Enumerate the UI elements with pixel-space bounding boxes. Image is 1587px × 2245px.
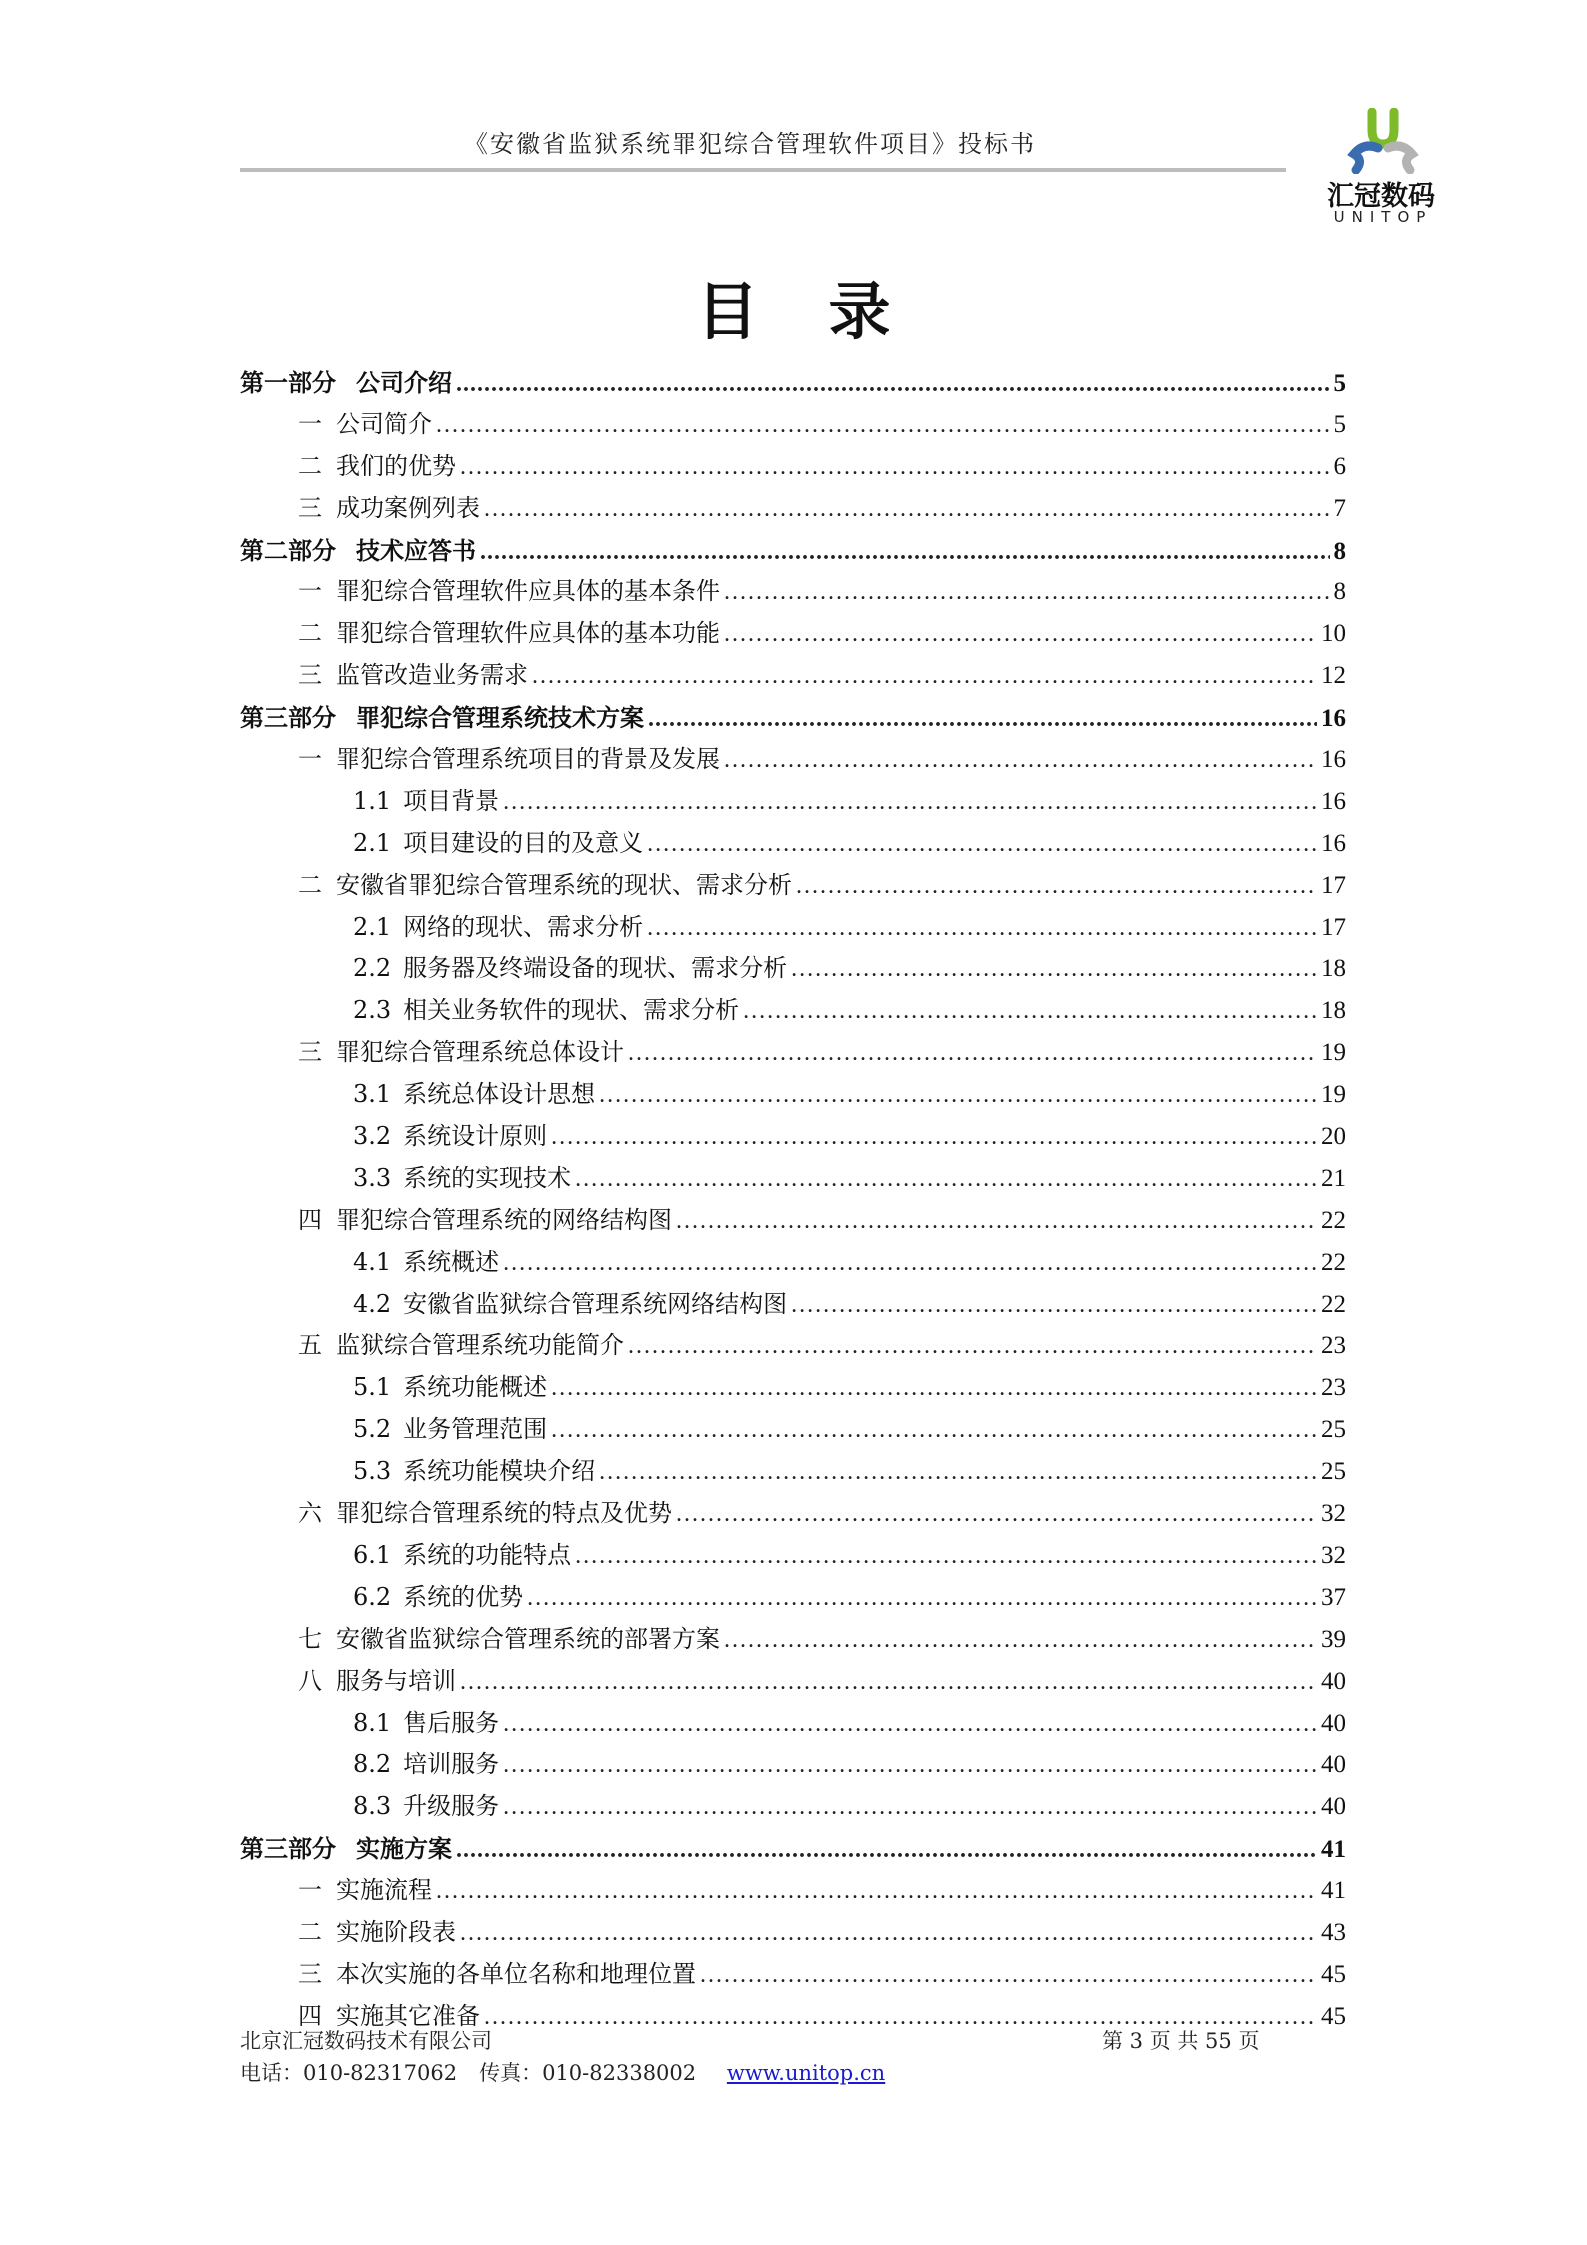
toc-section-entry[interactable] [240, 1367, 1346, 1409]
toc-page-number: 32 [1321, 1541, 1346, 1569]
toc-page-number: 5 [1333, 370, 1346, 397]
toc-page-number: 16 [1321, 787, 1346, 815]
toc-leader-dots [724, 614, 1317, 656]
toc-entry-title: 相关业务软件的现状、需求分析 [403, 996, 740, 1025]
toc-page-number: 19 [1321, 1039, 1346, 1067]
toc-entry-title: 罪犯综合管理系统项目的背景及发展 [336, 745, 720, 774]
toc-part-entry[interactable] [240, 1828, 1346, 1870]
toc-chapter-entry[interactable] [240, 571, 1346, 613]
toc-leader-dots [724, 572, 1330, 614]
toc-leader-dots [628, 1326, 1317, 1368]
toc-entry-title: 罪犯综合管理系统的网络结构图 [336, 1205, 672, 1234]
toc-entry-title: 本次实施的各单位名称和地理位置 [336, 1959, 696, 1988]
footer-company: 北京汇冠数码技术有限公司 [240, 2029, 492, 2053]
toc-leader-dots [551, 1117, 1317, 1159]
toc-entry-title: 系统的实现技术 [403, 1163, 572, 1192]
toc-page-number: 25 [1321, 1458, 1346, 1486]
toc-entry-number: 3.2 [353, 1122, 392, 1151]
toc-section-entry[interactable] [240, 781, 1346, 823]
toc-page-number: 39 [1321, 1625, 1346, 1653]
toc-entry-number: 二 [298, 870, 322, 899]
toc-entry-title: 业务管理范围 [403, 1415, 548, 1444]
toc-entry-number: 4.1 [353, 1247, 392, 1276]
toc-section-entry[interactable] [240, 1744, 1346, 1786]
toc-leader-dots [647, 908, 1317, 950]
toc-chapter-entry[interactable] [240, 1032, 1346, 1074]
toc-entry-number: 二 [298, 1917, 322, 1946]
toc-leader-dots [599, 1075, 1317, 1117]
logo-chinese-name: 汇冠数码 [1327, 181, 1435, 212]
toc-chapter-entry[interactable] [240, 865, 1346, 907]
toc-entry-number: 三 [298, 1959, 322, 1988]
toc-leader-dots [791, 949, 1317, 991]
toc-leader-dots [575, 1536, 1317, 1578]
toc-section-entry[interactable] [240, 1786, 1346, 1828]
toc-page-number: 37 [1321, 1583, 1346, 1611]
toc-page-number: 8 [1333, 578, 1346, 606]
toc-leader-dots [436, 1871, 1317, 1913]
toc-entry-title: 安徽省监狱综合管理系统网络结构图 [403, 1289, 788, 1318]
toc-entry-number: 一 [298, 409, 322, 438]
toc-entry-number: 3.1 [353, 1080, 392, 1109]
toc-entry-number: 第二部分 [240, 535, 336, 565]
toc-page-number: 8 [1333, 537, 1346, 565]
toc-leader-dots [724, 1620, 1317, 1662]
toc-leader-dots [648, 699, 1317, 741]
page-title: 目录 [696, 275, 961, 348]
toc-page-number: 23 [1321, 1332, 1346, 1360]
footer-phone: 电话：010-82317062 [240, 2061, 458, 2085]
toc-leader-dots [456, 1830, 1317, 1872]
toc-page-number: 16 [1321, 705, 1346, 733]
toc-entry-title: 实施阶段表 [336, 1917, 456, 1946]
toc-section-entry[interactable] [240, 948, 1346, 990]
toc-entry-title: 公司介绍 [356, 368, 452, 397]
toc-leader-dots [676, 1201, 1317, 1243]
toc-chapter-entry[interactable] [240, 739, 1346, 781]
toc-leader-dots [551, 1410, 1317, 1452]
toc-chapter-entry[interactable] [240, 1200, 1346, 1242]
toc-page-number: 32 [1321, 1500, 1346, 1528]
toc-part-entry[interactable] [240, 530, 1346, 572]
toc-leader-dots [647, 824, 1317, 866]
toc-entry-title: 服务器及终端设备的现状、需求分析 [403, 954, 788, 983]
toc-entry-number: 三 [298, 661, 322, 690]
toc-entry-title: 实施其它准备 [336, 2001, 480, 2030]
toc-leader-dots [480, 532, 1330, 574]
toc-entry-number: 8.2 [353, 1750, 392, 1779]
toc-entry-number: 二 [298, 451, 322, 480]
toc-leader-dots [551, 1368, 1317, 1410]
toc-page-number: 7 [1333, 494, 1346, 522]
toc-page-number: 16 [1321, 746, 1346, 774]
toc-entry-number: 第三部分 [240, 703, 336, 733]
toc-entry-number: 2.3 [353, 996, 392, 1025]
toc-entry-title: 罪犯综合管理软件应具体的基本功能 [336, 619, 720, 648]
toc-leader-dots [700, 1955, 1317, 1997]
toc-page-number: 18 [1321, 997, 1346, 1025]
toc-section-entry[interactable] [240, 1703, 1346, 1745]
toc-leader-dots [527, 1578, 1317, 1620]
toc-entry-number: 五 [298, 1331, 322, 1360]
toc-chapter-entry[interactable] [240, 1870, 1346, 1912]
toc-leader-dots [503, 1704, 1317, 1746]
toc-entry-number: 2.1 [353, 912, 392, 941]
toc-chapter-entry[interactable] [240, 655, 1346, 697]
toc-entry-number: 一 [298, 577, 322, 606]
toc-entry-number: 一 [298, 745, 322, 774]
toc-section-entry[interactable] [240, 1242, 1346, 1284]
toc-leader-dots [599, 1452, 1317, 1494]
toc-section-entry[interactable] [240, 823, 1346, 865]
toc-entry-title: 系统的优势 [403, 1582, 524, 1611]
toc-page-number: 45 [1321, 1960, 1346, 1988]
toc-chapter-entry[interactable] [240, 404, 1346, 446]
header-divider [240, 168, 1286, 172]
toc-leader-dots [676, 1494, 1317, 1536]
toc-entry-number: 第三部分 [240, 1834, 336, 1864]
toc-section-entry[interactable] [240, 1158, 1346, 1200]
toc-entry-title: 我们的优势 [336, 451, 456, 480]
toc-entry-title: 升级服务 [403, 1792, 500, 1821]
toc-entry-title: 公司简介 [336, 409, 432, 438]
toc-section-entry[interactable] [240, 1535, 1346, 1577]
toc-page-number: 17 [1321, 871, 1346, 899]
toc-leader-dots [503, 1243, 1317, 1285]
toc-leader-dots [575, 1159, 1317, 1201]
toc-part-entry[interactable] [240, 697, 1346, 739]
toc-leader-dots [460, 1662, 1317, 1704]
toc-entry-number: 八 [298, 1666, 322, 1695]
company-logo [1318, 108, 1448, 226]
toc-page-number: 22 [1321, 1206, 1346, 1234]
toc-chapter-entry[interactable] [240, 446, 1346, 488]
toc-section-entry[interactable] [240, 1116, 1346, 1158]
page-footer [240, 2025, 1390, 2089]
toc-page-number: 18 [1321, 955, 1346, 983]
toc-entry-number: 5.3 [353, 1457, 392, 1486]
toc-section-entry[interactable] [240, 1284, 1346, 1326]
toc-entry-number: 1.1 [353, 786, 392, 815]
toc-chapter-entry[interactable] [240, 1493, 1346, 1535]
logo-english-name: UNITOP [1333, 208, 1433, 226]
toc-section-entry[interactable] [240, 1451, 1346, 1493]
toc-entry-title: 安徽省监狱综合管理系统的部署方案 [336, 1624, 720, 1653]
toc-page-number: 25 [1321, 1416, 1346, 1444]
toc-part-entry[interactable] [240, 362, 1346, 404]
toc-entry-title: 安徽省罪犯综合管理系统的现状、需求分析 [336, 870, 792, 899]
toc-page-number: 10 [1321, 620, 1346, 648]
toc-entry-number: 6.2 [353, 1582, 392, 1611]
toc-entry-number: 2.1 [353, 828, 392, 857]
toc-page-number: 12 [1321, 662, 1346, 690]
toc-chapter-entry[interactable] [240, 1954, 1346, 1996]
toc-chapter-entry[interactable] [240, 613, 1346, 655]
toc-section-entry[interactable] [240, 1577, 1346, 1619]
toc-page-number: 40 [1321, 1793, 1346, 1821]
toc-entry-number: 二 [298, 619, 322, 648]
toc-page-number: 40 [1321, 1751, 1346, 1779]
toc-leader-dots [796, 866, 1317, 908]
toc-entry-title: 培训服务 [403, 1750, 500, 1779]
toc-section-entry[interactable] [240, 907, 1346, 949]
toc-section-entry[interactable] [240, 1409, 1346, 1451]
toc-entry-title: 罪犯综合管理系统的特点及优势 [336, 1499, 672, 1528]
toc-entry-title: 系统总体设计思想 [403, 1080, 596, 1109]
toc-leader-dots [503, 782, 1317, 824]
toc-entry-title: 系统的功能特点 [403, 1540, 572, 1569]
toc-entry-number: 一 [298, 1876, 322, 1905]
toc-entry-number: 第一部分 [240, 368, 336, 397]
toc-entry-number: 七 [298, 1624, 322, 1653]
footer-website-link[interactable]: www.unitop.cn [726, 2061, 886, 2085]
toc-chapter-entry[interactable] [240, 1619, 1346, 1661]
toc-entry-title: 成功案例列表 [336, 493, 480, 522]
toc-leader-dots [503, 1745, 1317, 1787]
toc-entry-title: 售后服务 [403, 1708, 500, 1737]
toc-entry-number: 5.1 [353, 1373, 392, 1402]
toc-entry-number: 四 [298, 1205, 322, 1234]
toc-entry-title: 罪犯综合管理系统总体设计 [336, 1038, 624, 1067]
toc-entry-number: 4.2 [353, 1289, 392, 1318]
document-header-title: 《安徽省监狱系统罪犯综合管理软件项目》投标书 [464, 130, 1036, 158]
toc-section-entry[interactable] [240, 1074, 1346, 1116]
footer-fax: 传真：010-82338002 [479, 2061, 697, 2085]
toc-leader-dots [503, 1787, 1317, 1829]
toc-entry-title: 罪犯综合管理系统技术方案 [356, 703, 644, 733]
toc-entry-title: 实施流程 [336, 1876, 432, 1905]
toc-entry-number: 四 [298, 2001, 322, 2030]
toc-leader-dots [460, 447, 1330, 489]
toc-entry-title: 技术应答书 [356, 535, 476, 565]
toc-page-number: 6 [1333, 452, 1346, 480]
toc-page-number: 22 [1321, 1248, 1346, 1276]
toc-page-number: 41 [1321, 1836, 1346, 1864]
toc-leader-dots [791, 1285, 1317, 1327]
toc-entry-title: 服务与培训 [336, 1666, 456, 1695]
toc-section-entry[interactable] [240, 990, 1346, 1032]
toc-page-number: 43 [1321, 1918, 1346, 1946]
toc-chapter-entry[interactable] [240, 1325, 1346, 1367]
toc-page-number: 23 [1321, 1374, 1346, 1402]
toc-chapter-entry[interactable] [240, 1912, 1346, 1954]
toc-entry-number: 六 [298, 1499, 322, 1528]
toc-entry-title: 网络的现状、需求分析 [403, 912, 644, 941]
toc-chapter-entry[interactable] [240, 488, 1346, 530]
toc-chapter-entry[interactable] [240, 1661, 1346, 1703]
toc-page-number: 40 [1321, 1709, 1346, 1737]
toc-leader-dots [456, 364, 1330, 406]
toc-leader-dots [436, 405, 1330, 447]
toc-entry-number: 3.3 [353, 1163, 392, 1192]
toc-entry-title: 实施方案 [356, 1834, 452, 1864]
toc-entry-number: 6.1 [353, 1540, 392, 1569]
toc-entry-title: 系统概述 [403, 1247, 500, 1276]
toc-page-number: 45 [1321, 2002, 1346, 2030]
toc-entry-number: 三 [298, 493, 322, 522]
toc-entry-title: 罪犯综合管理软件应具体的基本条件 [336, 577, 720, 606]
toc-leader-dots [460, 1913, 1317, 1955]
toc-entry-title: 监狱综合管理系统功能简介 [336, 1331, 624, 1360]
toc-page-number: 40 [1321, 1667, 1346, 1695]
toc-entry-title: 项目背景 [403, 786, 500, 815]
toc-entry-number: 8.3 [353, 1792, 392, 1821]
toc-leader-dots [724, 740, 1317, 782]
toc-leader-dots [743, 991, 1317, 1033]
table-of-contents [240, 362, 1346, 2038]
toc-entry-title: 系统设计原则 [403, 1122, 548, 1151]
toc-page-number: 21 [1321, 1164, 1346, 1192]
toc-leader-dots [532, 656, 1317, 698]
toc-entry-title: 项目建设的目的及意义 [403, 828, 644, 857]
toc-page-number: 20 [1321, 1123, 1346, 1151]
toc-entry-title: 系统功能概述 [403, 1373, 548, 1402]
unitop-logo-icon [1340, 108, 1426, 174]
toc-entry-title: 系统功能模块介绍 [403, 1457, 596, 1486]
toc-page-number: 5 [1333, 410, 1346, 438]
toc-entry-number: 三 [298, 1038, 322, 1067]
footer-page-info: 第 3 页 共 55 页 [1102, 2029, 1260, 2053]
toc-leader-dots [628, 1033, 1317, 1075]
toc-page-number: 17 [1321, 913, 1346, 941]
toc-entry-title: 监管改造业务需求 [336, 661, 528, 690]
toc-page-number: 16 [1321, 829, 1346, 857]
toc-entry-number: 8.1 [353, 1708, 392, 1737]
toc-page-number: 19 [1321, 1081, 1346, 1109]
toc-page-number: 22 [1321, 1290, 1346, 1318]
toc-page-number: 41 [1321, 1877, 1346, 1905]
toc-leader-dots [484, 489, 1330, 531]
toc-entry-number: 2.2 [353, 954, 392, 983]
toc-entry-number: 5.2 [353, 1415, 392, 1444]
